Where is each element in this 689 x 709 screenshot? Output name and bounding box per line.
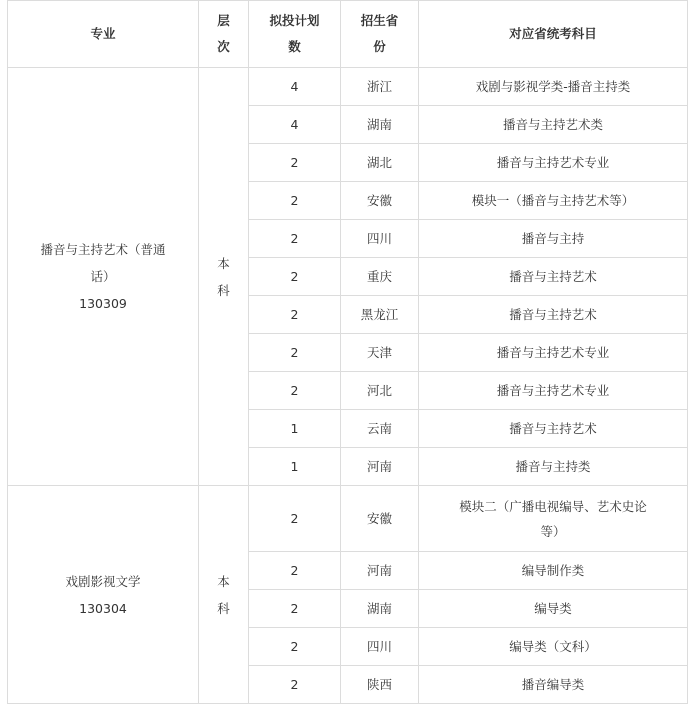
province: 湖南 (341, 590, 419, 628)
exam-subject: 编导制作类 (419, 552, 688, 590)
plan-count: 1 (249, 448, 341, 486)
plan-count: 2 (249, 628, 341, 666)
province: 安徽 (341, 486, 419, 552)
exam-subject: 模块一（播音与主持艺术等） (419, 182, 688, 220)
header-province: 招生省 份 (341, 1, 419, 68)
exam-subject: 播音与主持类 (419, 448, 688, 486)
province: 河北 (341, 372, 419, 410)
exam-subject: 戏剧与影视学类-播音主持类 (419, 68, 688, 106)
exam-subject: 编导类 (419, 590, 688, 628)
exam-subject: 播音与主持 (419, 220, 688, 258)
header-plan-count: 拟投计划 数 (249, 1, 341, 68)
province: 河南 (341, 448, 419, 486)
province: 黑龙江 (341, 296, 419, 334)
exam-subject: 播音与主持艺术专业 (419, 334, 688, 372)
exam-subject: 播音与主持艺术 (419, 410, 688, 448)
province: 河南 (341, 552, 419, 590)
province: 湖南 (341, 106, 419, 144)
plan-count: 2 (249, 334, 341, 372)
level-cell: 本 科 (199, 68, 249, 486)
exam-subject: 播音与主持艺术 (419, 258, 688, 296)
header-major: 专业 (8, 1, 199, 68)
major-cell: 戏剧影视文学 130304 (8, 486, 199, 704)
province: 陕西 (341, 666, 419, 704)
plan-count: 4 (249, 106, 341, 144)
province: 浙江 (341, 68, 419, 106)
province: 安徽 (341, 182, 419, 220)
plan-count: 2 (249, 144, 341, 182)
major-code: 130309 (79, 296, 127, 311)
province: 重庆 (341, 258, 419, 296)
header-exam-subject: 对应省统考科目 (419, 1, 688, 68)
province: 天津 (341, 334, 419, 372)
plan-count: 2 (249, 590, 341, 628)
plan-count: 2 (249, 258, 341, 296)
province: 四川 (341, 220, 419, 258)
exam-subject: 播音与主持艺术专业 (419, 372, 688, 410)
plan-count: 2 (249, 666, 341, 704)
province: 云南 (341, 410, 419, 448)
level-cell: 本 科 (199, 486, 249, 704)
enrollment-plan-table (7, 0, 688, 704)
header-row (8, 1, 688, 68)
plan-count: 2 (249, 486, 341, 552)
major-code: 130304 (79, 600, 127, 616)
exam-subject: 编导类（文科） (419, 628, 688, 666)
plan-count: 2 (249, 296, 341, 334)
plan-count: 2 (249, 182, 341, 220)
plan-count: 2 (249, 552, 341, 590)
header-level: 层 次 (199, 1, 249, 68)
exam-subject: 播音与主持艺术 (419, 296, 688, 334)
province: 四川 (341, 628, 419, 666)
exam-subject: 模块二（广播电视编导、艺术史论 等） (419, 486, 688, 552)
major-cell: 播音与主持艺术（普通 话） 130309 (8, 68, 199, 486)
exam-subject: 播音与主持艺术类 (419, 106, 688, 144)
plan-count: 1 (249, 410, 341, 448)
plan-count: 4 (249, 68, 341, 106)
exam-subject: 播音编导类 (419, 666, 688, 704)
plan-count: 2 (249, 220, 341, 258)
table-row (8, 486, 688, 552)
province: 湖北 (341, 144, 419, 182)
table-row (8, 68, 688, 106)
exam-subject: 播音与主持艺术专业 (419, 144, 688, 182)
plan-count: 2 (249, 372, 341, 410)
